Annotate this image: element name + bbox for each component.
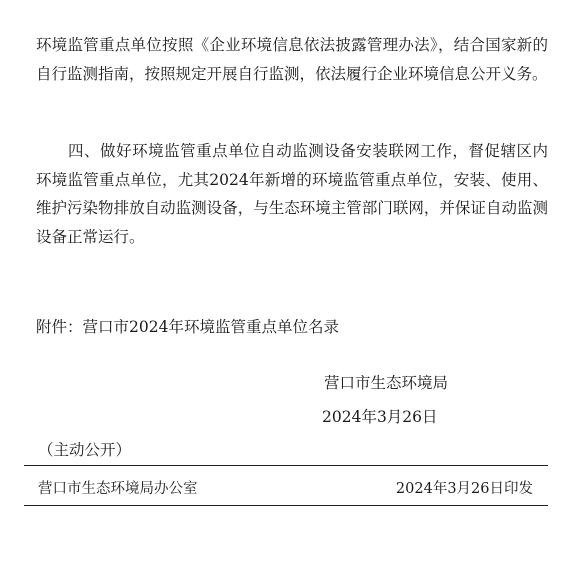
issuing-authority: 营口市生态环境局 <box>324 374 449 392</box>
footer-top-rule <box>24 465 548 466</box>
attachment-note: 附件：营口市2024年环境监管重点单位名录 <box>36 318 339 336</box>
disclosure-mark: （主动公开） <box>38 441 132 459</box>
footer-issuing-office: 营口市生态环境局办公室 <box>38 481 198 497</box>
footer-print-date: 2024年3月26日印发 <box>395 481 533 497</box>
footer-bottom-rule <box>24 505 548 506</box>
body-paragraph-continued: 环境监管重点单位按照《企业环境信息依法披露管理办法》，结合国家新的自行监测指南，按照规定开展自行监测，依法履行企业环境信息公开义务。 <box>36 36 548 83</box>
body-paragraph-item-four: 四、做好环境监管重点单位自动监测设备安装联网工作，督促辖区内环境监管重点单位，尤其2024年新增的环境监管重点单位，安装、使用、维护污染物排放自动监测设备，与生态环境主管部门联网，并保证自动监测设备正常运行。 <box>36 142 548 246</box>
signature-date: 2024年3月26日 <box>322 408 438 426</box>
